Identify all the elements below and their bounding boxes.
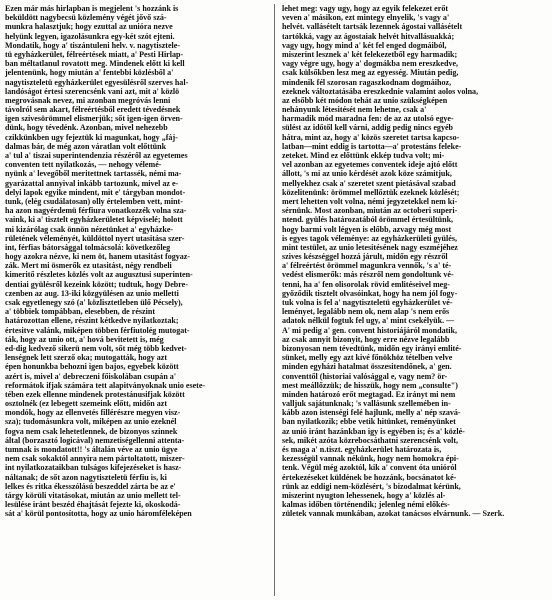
article-line: csak egyetlenegy szó (a' közlisztetleben ülő Pécsely), xyxy=(5,298,183,307)
article-line: kább azon istenségi felé hajlunk, melly a' nép szavá- xyxy=(282,408,461,418)
article-line: A' mi pedig a' gen. convent historiájáról mondatik, xyxy=(282,325,458,335)
article-line: tuk volna is fel a' nagytiszteletü egyházkerület vé- xyxy=(282,298,453,307)
article-line: határozottan ellene, részint kétkedve nyilatkoztak; xyxy=(5,316,179,326)
article-column-left xyxy=(5,4,267,596)
article-line: sérnünk. Most azonban, miután az octoberi superi- xyxy=(282,206,458,216)
article-line: leményet, legalább nem ok, nem alap 's nem erős xyxy=(282,307,450,317)
article-line: kalmas időben történendik; jelenleg némi előkés- xyxy=(282,500,450,510)
article-line: lesülése iránt beszéd éhajtását fejezte ki, okoskodá- xyxy=(5,500,181,510)
article-line: kimeritő részletes közlés volt az augusztusi superinten- xyxy=(5,270,193,280)
article-line: latban—mint eddig is tartotta—a' protestáns feleke- xyxy=(282,141,462,151)
article-line: és maga a' n.tiszt. egyházkerület határozata is, xyxy=(282,445,442,454)
article-line: mest meállőzzük; de hisszük, hogy nem „consulte") xyxy=(282,380,458,390)
article-line: miszerint nyugton lehessenek, hogy a' közlés al- xyxy=(282,490,446,500)
article-line: munkra halasztjuk; hogy ezuttal az unióra nezve xyxy=(5,22,173,32)
article-line: vagy végre ugy, hogy a' dogmákba nem ereszkedve, xyxy=(282,59,459,69)
article-line: adatok nélkül fogtuk fel ugy, a' mint csekélyük. — xyxy=(282,316,455,326)
article-line: sülést az időtől kell várni, addig pedig nincs egyéb xyxy=(282,123,454,133)
article-line: zák. Mert mi ösmerők ez utasitást, négy rendbeli xyxy=(5,261,172,271)
article-line: zeteket. Mind ez előttünk ekkép tudva volt; mi- xyxy=(282,151,445,160)
article-line: osztolnék (ez lebegett szemeink előtt, midőn azt xyxy=(5,399,168,409)
article-line: int, férfias bátorsággal tolmácsolá: következőleg xyxy=(5,242,171,252)
article-line: értekezéseket küldének be hozzánk, bocsánatot ké- xyxy=(282,472,457,482)
article-line: hátra, mint az, hogy a' közös szeretet tartsa kapcso- xyxy=(282,132,460,142)
article-line: mert lehetten volt volna, némi jegyzetekkel nem kí- xyxy=(282,196,458,206)
article-line: veven a' másikon, ezt mintegy elnyelik, 's vagy a' xyxy=(282,13,450,23)
article-line: sünket, melly egy azt kivé főnökhöz tételben velve xyxy=(282,353,453,363)
article-line: által (borzasztó logicával) nemzetiségellenni attenta- xyxy=(5,435,185,445)
article-line: tében ezek ellenne mindenek protestánusifjak között xyxy=(5,389,185,399)
article-line: helvét. vallásételt tartsák lezennek ágostai vallásételt xyxy=(282,22,463,32)
article-line: a' többiek tompábban, elesebben, de részint xyxy=(5,307,155,317)
article-line: vel azonban az egyetemes conventek ideje ajtó előtt xyxy=(282,160,458,170)
article-line: ezeknek változtatásába ereszkednie valamint aolos volna, xyxy=(282,86,479,96)
article-line: megrovásnak nevez, mi azonban megróvás lenni xyxy=(5,95,171,105)
article-line: ha azon nagyérdemü férfiura vonatkozzék volna sza- xyxy=(5,206,187,216)
article-line: náltanak; de sőt azon nagytiszteletü férfiu is, ki xyxy=(5,472,167,482)
article-line: az unió iránt hazánkban igy is egyében is; és a' közlé- xyxy=(282,426,465,436)
article-line: vedést elismerők: más részről nem gondoltunk vé- xyxy=(282,270,454,280)
article-line: közelitenünk: örömmel mellőztük ezeknek közlését; xyxy=(282,187,460,197)
article-line: harmadik mód maradna fen: de az az utolsó egye- xyxy=(282,114,454,124)
article-line: conventtől (historiai valósággal e, vagy nem? ör- xyxy=(282,371,448,381)
article-line: vagy ugy, hogy mind a' két fel enged dogmáiból, xyxy=(282,40,447,50)
article-line: delyi lapok egyike mindent, mit e' tárgyban mondot- xyxy=(5,187,186,197)
article-line: rünk az eddigi nem-közlésért, 's bizodalmat kérünk, xyxy=(282,481,461,491)
article-line: helyünk legyen, igazolásunkra egy-két szót ejteni. xyxy=(5,31,175,41)
article-line: miszerint lesznek a' két felekezetből egy harmadik; xyxy=(282,49,458,59)
article-line: mi kizárólag csak önnön nézetünket a' egyházke- xyxy=(5,224,174,234)
article-line: minden egyházi hatalmat összesitendőnek, a' gen. xyxy=(282,362,452,372)
article-line: sza); tudomásunkra volt, miképen az unio ezeknél xyxy=(5,417,177,427)
article-line: int nyilatkozataikban tulságos kifejezéseket is hasz- xyxy=(5,463,182,473)
article-line: is egyes tagok véleménye: az egyházkerületi gyülés, xyxy=(282,233,457,243)
article-line: nem csak sokaktól annyira nem pártoltatott, miszer- xyxy=(5,454,185,464)
article-line: tenk. Végül még azoktól, kik a' convent óta unióról xyxy=(282,463,457,473)
article-line: beküldött nagybecsü közlemény végét jővő szá- xyxy=(5,13,167,23)
article-line: nagytiszteletü egyházkerület egyesülésről szerves hal- xyxy=(5,77,189,87)
article-line: czikkünkben ugy fejeztük ki magunkat, hogy „fáj- xyxy=(5,132,178,142)
article-line: valljuk sajátunknak; 's vallásunk szellemében in- xyxy=(282,399,451,409)
article-line: sek, mikét azóta közrebocsáthatni szerencsénk volt, xyxy=(282,435,459,445)
article-line: ban nyilatkozik; ebbe vetik hitünket, reményünket xyxy=(282,417,456,427)
article-line: fogva nem csak lehetetlennek, de bizonyos szinnek xyxy=(5,426,178,436)
article-line: landóságot értesi szerencsénk vani azt, mit a' közlö xyxy=(5,86,180,96)
article-line: az csak annyit bizonyit, hogy erre nézve legalább xyxy=(282,334,450,344)
article-line: conventen tett nyilatkozás, — nehogy vélemé- xyxy=(5,160,162,170)
article-line: lelkes és ritka ékesszólású beszeddel zárta be az e' xyxy=(5,481,176,491)
article-line: Ezen már más hirlapban is megjelent 's hozzánk is xyxy=(5,4,179,13)
article-line: zületek vannak munkában, azokat tanácsos elvárnunk. — Szerk. xyxy=(282,509,505,519)
article-line: állott, 's mi az unio kérdését azok köze számitjuk, xyxy=(282,169,452,179)
article-line: tunk, (elég csudálatosan) olly értelemben vett, mint- xyxy=(5,196,183,206)
article-line: tartókká, vagy az ágostaiak helvét hitvallásuakká; xyxy=(282,31,455,41)
article-line: igen szivesörömmel elismerjük; sőt igen-igen örven- xyxy=(5,114,183,124)
article-line: hogy barmi volt légyen is előbb, azvagy még most xyxy=(282,224,452,234)
article-line: dalmas bár, de még azon váratlan volt előttünk xyxy=(5,141,167,151)
article-line: nyünk a' levegőből meritettnek tartassék, némi ma- xyxy=(5,169,182,179)
article-line: az elsőbb két módon tehát az unio szükségképen xyxy=(282,95,448,105)
article-line: nehányunk létesitését nem lehetne, csak a' xyxy=(282,105,427,115)
article-line: értesitve valánk, miképen többen férfiutolég mutogat- xyxy=(5,325,190,335)
article-line: tumnak is mondatott!! 's általán véve az unio ügye xyxy=(5,445,178,454)
article-line: sát a' körül pontosította, hogy az unio háromféleképen xyxy=(5,509,192,519)
article-line: gyarázattal annyival inkább tartozunk, mivel az e- xyxy=(5,178,179,188)
article-line: mondók, hogy az ellenvetés fillérészre megyen visz- xyxy=(5,408,181,418)
article-line: lehet meg: vagy ugy, hogy az egyik felekezet erőt xyxy=(282,4,449,13)
article-line: hogy azokra nézve, ki nem öt, hanem utasitást fogyaz- xyxy=(5,252,191,262)
article-line: szives készséggel hozzá járult, midőn egy részről xyxy=(282,252,448,262)
article-line: kezességül vannak nékünk, hogy nem homokra épi- xyxy=(282,454,459,464)
article-line: Mondatik, hogy a' tiszántuleni helv. v. nagytisztele- xyxy=(5,40,181,50)
article-column-right xyxy=(282,4,544,596)
article-line: reformátok ifjak számára tett alapitványoknak unio esete- xyxy=(5,380,206,390)
article-line: dentiai gyülésről kezeink között; tudtuk, hogy Debre- xyxy=(5,279,188,289)
article-line: ták, hogy az unio ott, a' hová bevitetett is, még xyxy=(5,334,164,344)
article-line: bizonyosan nem tévedtünk, midőn egy irányi emlité- xyxy=(282,343,462,353)
article-line: lenségnek lett szerző oka; mutogatták, hogy azt xyxy=(5,353,168,363)
article-line: jelentenünk, hogy miután a' fentebbi közlésből a' xyxy=(5,68,174,78)
article-line: épen honunkba behozni igen bajos, egyebek között xyxy=(5,362,179,372)
article-line: tárgy körüli vitatásokat, miután az unio mellett tel- xyxy=(5,490,181,500)
article-line: tenni, ha a' fen olisorolak rövid emlitéseivel meg- xyxy=(282,279,450,289)
article-line: mint testület, az unio letesitésének nagy eszméjéhez xyxy=(282,242,458,252)
article-line: mindenik fél szorosan ragaszkodnam dogmáihoz, xyxy=(282,77,452,87)
article-line: mellyekhez csak a' szeretet szent pietásával szabad xyxy=(282,178,456,188)
article-line: czenben az aug. 13-iki közgyülésen az unio melletti xyxy=(5,288,179,298)
article-line: dünk, hogy tévedénk. Azonban, mivel nehezebb xyxy=(5,123,168,133)
article-line: győződik tisztelt olvasóinkat, hogy ha nem jól fogy- xyxy=(282,288,458,298)
article-line: távolról sem akart, félreértésből eredett tévedésnek xyxy=(5,105,181,115)
article-line: minden határozó erőt megtagad. Ez irányt mi nem xyxy=(282,389,456,399)
article-line: ntend. gyülés határozatából örömmel értesültünk, xyxy=(282,215,454,225)
article-line: vaink, ki a' tisztelt egyházkerületet képviselé; holott xyxy=(5,215,183,225)
article-line: rületének véleményét, küldöttol nyert utasitása szer- xyxy=(5,233,185,243)
article-line: a' félreértést örömmel magunkra vennők, 's a' té- xyxy=(282,261,452,271)
article-line: csak külsőkben lesz meg az egyesség. Miután pedig, xyxy=(282,68,459,78)
article-line: ed-dig kedvező sikerü nem volt, sőt még több kedvet- xyxy=(5,343,187,353)
article-line: tü egyházkerület, félreértések miatt, a' Pesti Hirlap- xyxy=(5,49,184,59)
article-line: azért is, mivel a' debreczeni főiskolában csupán a' xyxy=(5,371,177,381)
article-line: ban méltatlanul rovatott meg. Mindenek előtt ki kell xyxy=(5,59,185,69)
article-line: a' tul a' tiszai superintendenzia részéről az egyetemes xyxy=(5,151,188,160)
column-divider xyxy=(274,4,275,596)
